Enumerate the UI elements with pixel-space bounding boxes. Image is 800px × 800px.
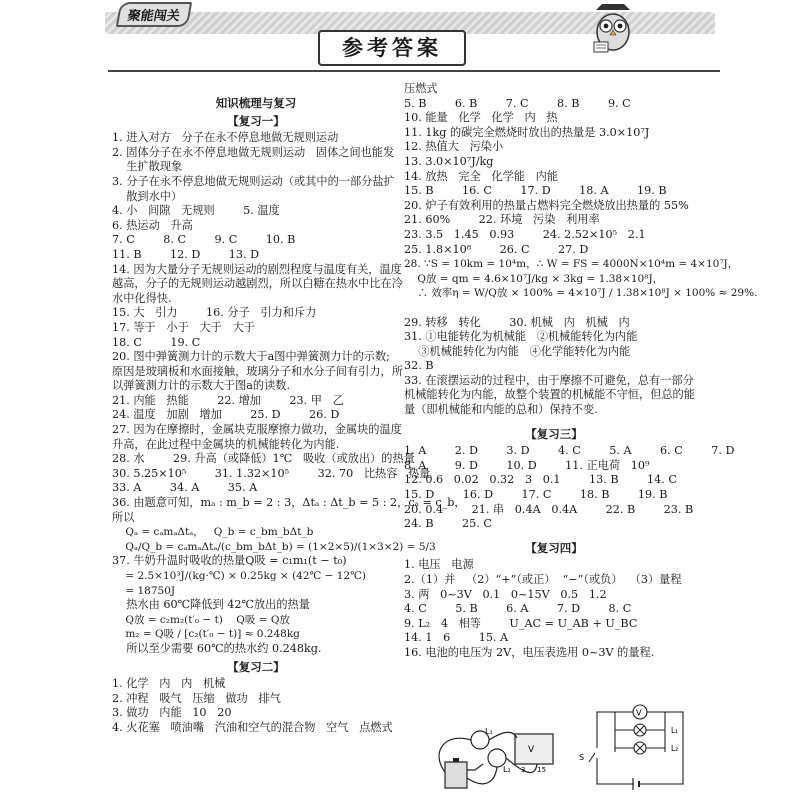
answer-line: 1. 进入对方 分子在永不停息地做无规则运动 <box>112 131 339 145</box>
answer-line: 15. D 16. D 17. C 18. B 19. B <box>404 488 668 502</box>
answer-line: 10. 能量 化学 化学 内 热 <box>404 111 558 125</box>
answer-line: 15. B 16. C 17. D 18. A 19. B <box>404 184 667 198</box>
formula-line: Qₐ = cₐmₐΔtₐ， Q_b = c_bm_bΔt_b <box>112 526 314 539</box>
lamp-l2-label: L₂ <box>503 765 511 774</box>
left-heading: 知识梳理与复习 <box>215 96 297 110</box>
answer-line: 14. 因为大量分子无规则运动的剧烈程度与温度有关，温度 <box>112 262 402 276</box>
answer-line: 1. A 2. D 3. D 4. C 5. A 6. C 7. D <box>404 444 735 458</box>
answer-line: 1. 化学 内 内 机械 <box>112 677 226 691</box>
answer-line: 11. B 12. D 13. D <box>112 247 260 261</box>
answer-line: 所以 <box>112 510 135 524</box>
review-3-list <box>404 444 735 532</box>
answer-line: 14. 放热 完全 化学能 内能 <box>404 169 559 183</box>
answer-line: 4. C 5. B 6. A 7. D 8. C <box>404 602 632 616</box>
answer-line: 水中化得快. <box>112 291 172 305</box>
answer-line: 6. 热运动 升高 <box>112 218 193 232</box>
answer-line: 9. L₂ 4 相等 U_AC = U_AB + U_BC <box>404 616 638 630</box>
answer-line: 15. 大 引力 16. 分子 引力和斥力 <box>112 306 317 320</box>
answer-line: 热水由 60℃降低到 42℃放出的热量 <box>112 598 310 612</box>
schematic-l1-label: L₁ <box>671 726 679 735</box>
formula-line: 28. ∵S = 10km = 10⁴m，∴ W = FS = 4000N×10⁴m = 4×10⁷J， <box>404 258 739 271</box>
answer-line: ③机械能转化为内能 ④化学能转化为内能 <box>404 344 631 358</box>
review-3-heading: 【复习三】 <box>525 426 583 441</box>
answer-line: 32. B <box>404 359 434 373</box>
answer-line: 5. B 6. B 7. C 8. B 9. C <box>404 96 631 110</box>
answer-line: 4. 火花塞 喷油嘴 汽油和空气的混合物 空气 点燃式 <box>112 720 393 734</box>
answer-line: 11. 1kg 的碳完全燃烧时放出的热量是 3.0×10⁷J <box>404 125 650 139</box>
answer-line: 压燃式 <box>404 82 438 95</box>
answer-line: 机械能转化为内能，故整个装置的机械能不守恒，但总的能 <box>404 388 695 402</box>
answer-line: 37. 牛奶升温时吸收的热量Q吸 = c₁m₁(t − t₀) <box>112 554 347 568</box>
answer-line: 31. ①电能转化为机械能 ②机械能转化为内能 <box>404 330 638 344</box>
schematic-l2-label: L₂ <box>671 744 679 753</box>
owl-mascot-icon <box>588 2 638 54</box>
answer-line: 20. 0.4 21. 串 0.4A 0.4A 22. B 23. B <box>404 502 694 516</box>
answer-line: 21. 内能 热能 22. 增加 23. 甲 乙 <box>112 393 344 407</box>
answer-line: 1. 电压 电源 <box>404 558 474 572</box>
answer-line: 以弹簧测力计的示数大于图a的读数. <box>112 379 291 393</box>
answer-line: 2.（1）并 （2）“+”（或正） “−”（或负） （3）量程 <box>404 573 682 586</box>
answer-line: 33. A 34. A 35. A <box>112 481 258 495</box>
answer-line: 越高，分子的无规则运动越剧烈，所以白糖在热水中比在冷 <box>112 277 403 291</box>
voltmeter-label: V <box>528 745 535 755</box>
answer-line: 30. 5.25×10⁵ 31. 1.32×10⁵ 32. 70 比热容 热量 <box>112 466 431 480</box>
answer-line: 17. 等于 小于 大于 大于 <box>112 320 255 334</box>
answer-line: 20. 炉子有效利用的热量占燃料完全燃烧放出热量的 55% <box>404 198 689 212</box>
answer-line: 24. B 25. C <box>404 517 492 531</box>
section-badge: 聚能闯关 <box>116 2 192 27</box>
review-2-continued-list <box>404 82 758 418</box>
answer-line: 18. C 19. C <box>112 335 201 349</box>
formula-line: Qₐ/Q_b = cₐmₐΔtₐ/(c_bm_bΔt_b) = (1×2×5)/(1×3×2) = 5/3 <box>112 540 436 553</box>
answer-line: 4. 小 间隙 无规则 5. 温度 <box>112 204 280 218</box>
formula-line: = 18750J <box>112 584 176 597</box>
answer-line: 原因是玻璃板和水面接触，玻璃分子和水分子间有引力，所 <box>112 364 403 378</box>
review-2-list <box>112 677 400 735</box>
answer-line: 散到水中） <box>112 189 183 203</box>
answer-line: 25. 1.8×10⁸ 26. C 27. D <box>404 242 589 256</box>
answer-line: 28. 水 29. 升高（或降低）1℃ 吸收（或放出）的热量 <box>112 452 415 466</box>
answer-line: 12. 热值大 污染小 <box>404 140 504 154</box>
answer-line: 36. 由题意可知，mₐ : m_b = 2 : 3，Δtₐ : Δt_b = 5 : 2，cₐ = c_b， <box>112 496 466 510</box>
formula-line: m₂ = Q吸 / [c₂(t′₀ − t)] ≈ 0.248kg <box>112 628 300 641</box>
answer-line: 2. 冲程 吸气 压缩 做功 排气 <box>112 691 281 705</box>
answer-line: 16. 电池的电压为 2V，电压表选用 0~3V 的量程. <box>404 645 655 659</box>
battery-icon <box>445 762 467 788</box>
answer-line: 升高，在此过程中金属块的机械能转化为内能. <box>112 437 340 451</box>
formula-line: = 2.5×10³J/(kg·℃) × 0.25kg × (42℃ − 12℃) <box>112 570 366 582</box>
answer-line: 23. 3.5 1.45 0.93 24. 2.52×10⁵ 2.1 <box>404 227 646 241</box>
formula-line: Q放 = qm = 4.6×10⁷J/kg × 3kg = 1.38×10⁸J， <box>404 272 664 285</box>
answer-line: 所以至少需要 60℃的热水约 0.248kg. <box>112 641 322 655</box>
answer-line: 12. 0.6 0.02 0.32 3 0.1 13. B 14. C <box>404 473 677 487</box>
answer-line: 2. 固体分子在永不停息地做无规则运动 固体之间也能发 <box>112 145 395 159</box>
range-3-label: 3 <box>521 766 526 774</box>
right-column <box>404 82 758 661</box>
answer-line: 13. 3.0×10⁷J/kg <box>404 154 494 168</box>
schematic-figure <box>575 704 705 792</box>
answer-line: 3. 做功 内能 10 20 <box>112 706 232 720</box>
answer-line: 7. C 8. C 9. C 10. B <box>112 233 296 247</box>
answer-line: 33. 在滚摆运动的过程中，由于摩擦不可避免，总有一部分 <box>404 373 694 387</box>
physical-circuit-figure <box>425 712 575 794</box>
page-title: 参考答案 <box>318 30 466 66</box>
lamp-l1-label: L₁ <box>485 727 493 736</box>
spacer-line <box>404 301 704 316</box>
review-2-heading: 【复习二】 <box>227 659 285 674</box>
answer-line: 8. A 9. D 10. D 11. 正电荷 10⁹ <box>404 458 650 472</box>
answer-line: 3. 两 0~3V 0.1 0~15V 0.5 1.2 <box>404 587 607 601</box>
answer-line: 21. 60% 22. 环境 污染 利用率 <box>404 213 600 227</box>
range-15-label: 15 <box>537 766 546 774</box>
answer-line: 29. 转移 转化 30. 机械 内 机械 内 <box>404 315 630 329</box>
review-4-heading: 【复习四】 <box>525 540 583 555</box>
formula-line: ∴ 效率η = W/Q放 × 100% = 4×10⁷J / 1.38×10⁸J × 100% ≈ 29%. <box>404 287 758 300</box>
switch-label: S <box>579 753 585 762</box>
answer-line: 14. 1 6 15. A <box>404 631 509 645</box>
answer-line: 3. 分子在永不停息地做无规则运动（或其中的一部分盐扩 <box>112 174 395 188</box>
review-4-list <box>404 558 704 660</box>
formula-line: Q放 = c₂m₂(t′₀ − t) Q吸 = Q放 <box>112 613 290 626</box>
answer-line: 20. 图中弹簧测力计的示数大于a图中弹簧测力计的示数; <box>112 350 390 364</box>
answer-line: 24. 温度 加剧 增加 25. D 26. D <box>112 408 340 422</box>
answer-line: 生扩散现象 <box>112 160 183 174</box>
answer-line: 27. 因为在摩擦时，金属块克服摩擦力做功，金属块的温度 <box>112 423 402 437</box>
header-rule <box>108 70 720 72</box>
answer-line: 量（即机械能和内能的总和）保持不变. <box>404 403 598 417</box>
schematic-v-label: V <box>636 708 642 718</box>
review-1-heading: 【复习一】 <box>227 113 285 128</box>
